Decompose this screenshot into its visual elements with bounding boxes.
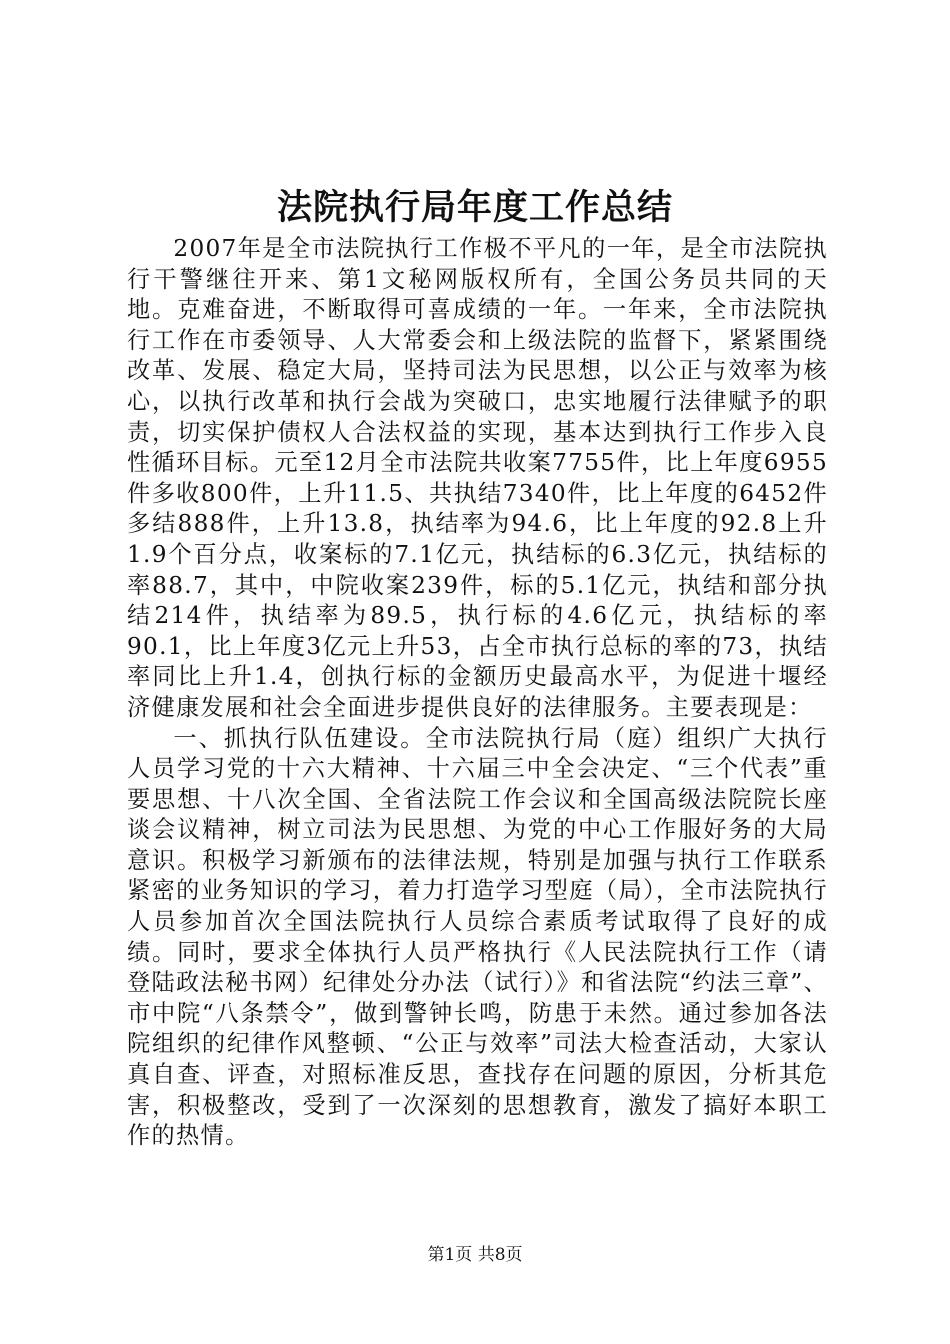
document-title: 法院执行局年度工作总结 (276, 187, 673, 228)
document-body (127, 234, 828, 1152)
page-number-footer: 第1页 共8页 (427, 1245, 523, 1265)
paragraph-team-building: 一、抓执行队伍建设。全市法院执行局（庭）组织广大执行人员学习党的十六大精神、十六届三中全会决定、“三个代表”重要思想、十八次全国、全省法院工作会议和全国高级法院院长座谈会议精神，树立司法为民思想、为党的中心工作服好务的大局意识。积极学习新颁布的法律法规，特别是加强与执行工作联系紧密的业务知识的学习，着力打造学习型庭（局），全市法院执行人员参加首次全国法院执行人员综合素质考试取得了良好的成绩。同时，要求全体执行人员严格执行《人民法院执行工作（请登陆政法秘书网）纪律处分办法（试行）》和省法院“约法三章”、市中院“八条禁令”，做到警钟长鸣，防患于未然。通过参加各法院组织的纪律作风整顿、“公正与效率”司法大检查活动，大家认真自查、评查，对照标准反思，查找存在问题的原因，分析其危害，积极整改，受到了一次深刻的思想教育，激发了搞好本职工作的热情。 (127, 724, 828, 1150)
paragraph-intro: 2007年是全市法院执行工作极不平凡的一年，是全市法院执行干警继往开来、第1文秘网版权所有，全国公务员共同的天地。克难奋进，不断取得可喜成绩的一年。一年来，全市法院执行工作在市委领导、人大常委会和上级法院的监督下，紧紧围绕改革、发展、稳定大局，坚持司法为民思想，以公正与效率为核心，以执行改革和执行会战为突破口，忠实地履行法律赋予的职责，切实保护债权人合法权益的实现，基本达到执行工作步入良性循环目标。元至12月全市法院共收案7755件，比上年度6955件多收800件，上升11.5、共执结7340件，比上年度的6452件多结888件，上升13.8，执结率为94.6，比上年度的92.8上升1.9个百分点，收案标的7.1亿元，执结标的6.3亿元，执结标的率88.7，其中，中院收案239件，标的5.1亿元，执结和部分执结214件，执结率为89.5，执行标的4.6亿元，执结标的率90.1，比上年度3亿元上升53，占全市执行总标的率的73，执结率同比上升1.4，创执行标的金额历史最高水平，为促进十堰经济健康发展和社会全面进步提供良好的法律服务。主要表现是： (127, 235, 828, 721)
